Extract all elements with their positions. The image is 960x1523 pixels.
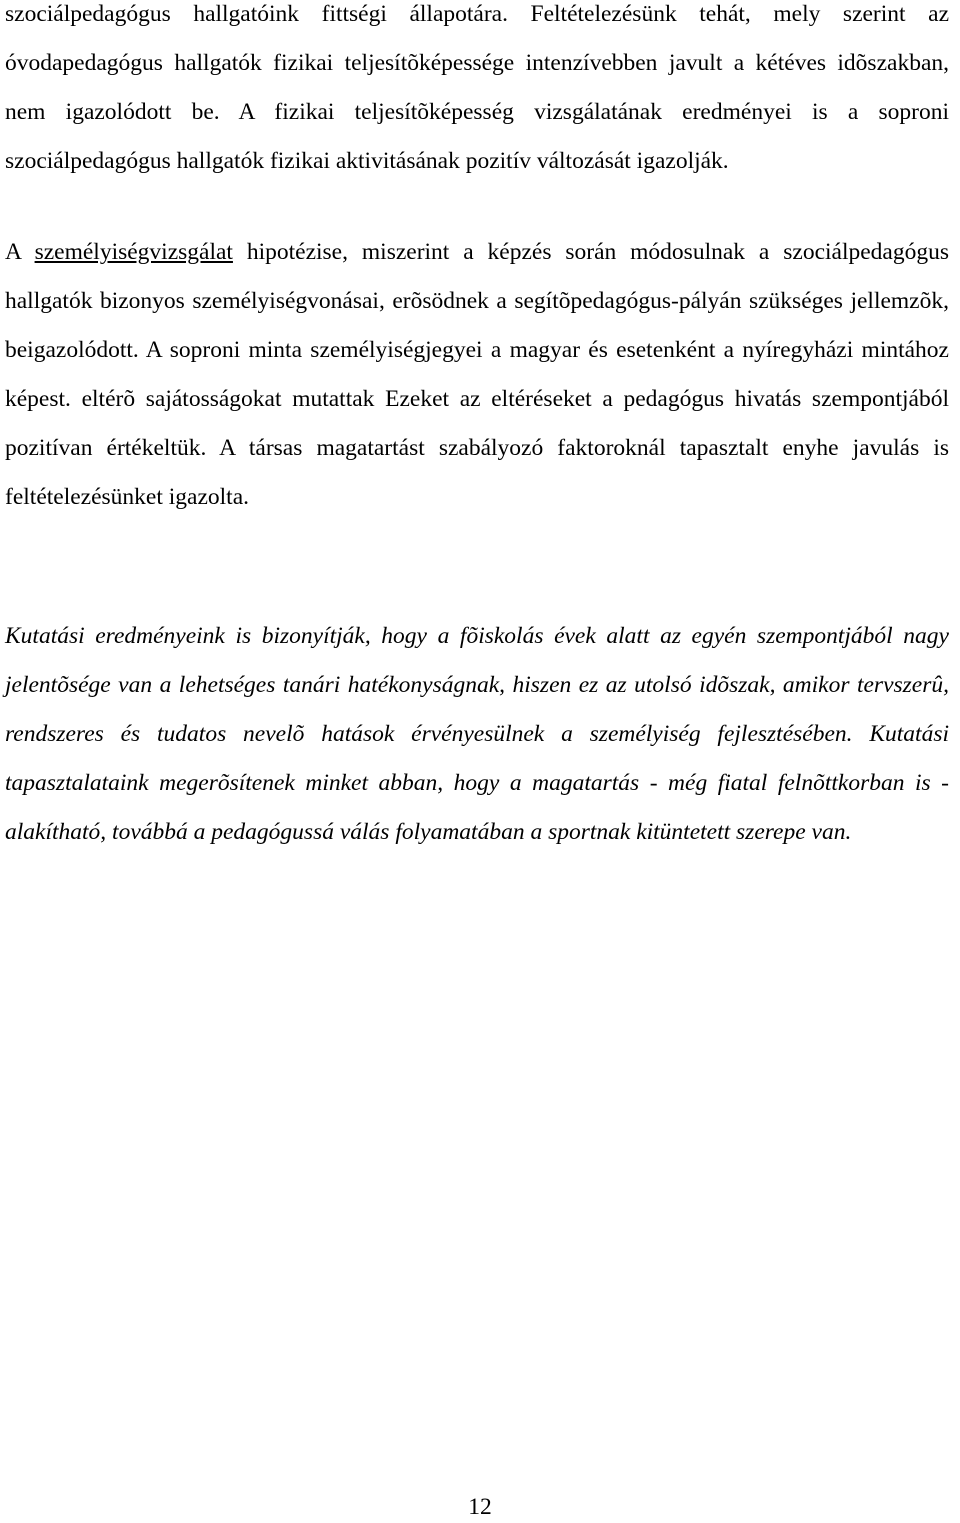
paragraph-personality-results (5, 228, 949, 522)
underlined-term: személyiségvizsgálat (34, 239, 233, 265)
paragraph-body-text: hipotézise, miszerint a képzés során módosulnak a szociálpedagógus hallgatók bizonyos személyiségvonásai, erõsödnek a segítõpedagógus-pályán szükséges jellemzõk, beigazolódott. A soproni minta személyiségjegyei a magyar és esetenként a nyíregyházi mintához képest. eltérõ sajátosságokat mutattak Ezeket az eltéréseket a pedagógus hivatás szempontjából pozitívan értékeltük. A társas magatartást szabályozó faktoroknál tapasztalt enyhe javulás is feltételezésünket igazolta. (5, 239, 949, 510)
paragraph-conclusion: Kutatási eredményeink is bizonyítják, hogy a fõiskolás évek alatt az egyén szempontjából nagy jelentõsége van a lehetséges tanári hatékonyságnak, hiszen ez az utolsó idõszak, amikor tervszerû, rendszeres és tudatos nevelõ hatások érvényesülnek a személyiség fejlesztésében. Kutatási tapasztalataink megerõsítenek minket abban, hogy a magatartás - még fiatal felnõttkorban is - alakítható, továbbá a pedagógussá válás folyamatában a sportnak kitüntetett szerepe van. (5, 623, 949, 845)
page-number: 12 (468, 1494, 492, 1520)
paragraph-fitness-results: szociálpedagógus hallgatóink fittségi állapotára. Feltételezésünk tehát, mely szerint az óvodapedagógus hallgatók fizikai teljesítõképessége intenzívebben javult a kétéves idõszakban, nem igazolódott be. A fizikai teljesítõképesség vizsgálatának eredményei is a soproni szociálpedagógus hallgatók fizikai aktivitásának pozitív változását igazolják. (5, 1, 949, 174)
paragraph-lead-text: A (5, 239, 35, 265)
